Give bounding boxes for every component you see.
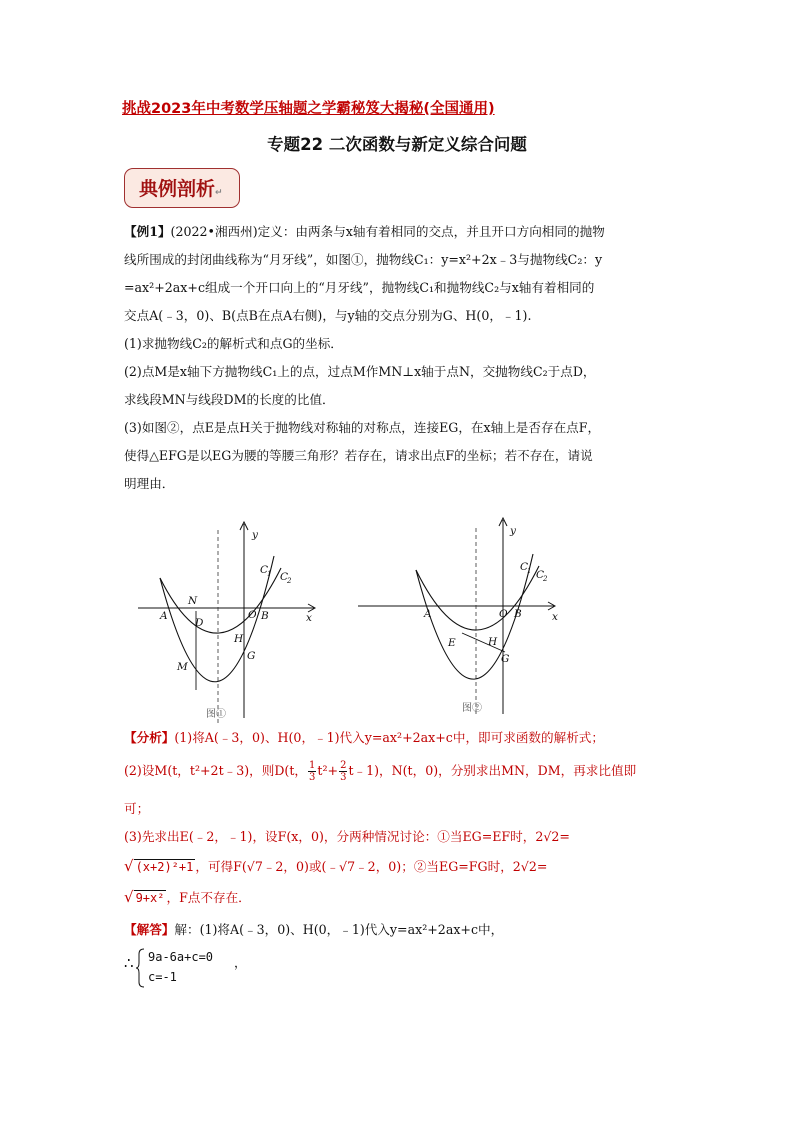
fig2-label-e: E xyxy=(448,637,456,649)
fig2-label-h: H xyxy=(488,636,498,648)
fig1-label-c1: C xyxy=(260,564,269,576)
fig1-label-c1-sub: 1 xyxy=(267,570,272,578)
figure-2 xyxy=(358,514,568,720)
fig2-label-a: A xyxy=(424,608,432,620)
fig2-label-c2: C xyxy=(536,569,545,581)
solution-line-1 xyxy=(124,921,503,939)
analysis-text-6: ，F点不存在． xyxy=(166,890,251,905)
solution-text-1: 解：(1)将A(﹣3，0)、H(0，﹣1)代入y=ax²+2ax+c中， xyxy=(174,922,504,937)
fig1-label-b: B xyxy=(261,610,269,622)
fig1-label-o: O xyxy=(248,609,257,621)
section-badge xyxy=(124,168,240,208)
fig1-label-n: N xyxy=(188,595,198,607)
fig2-segment-eg xyxy=(462,633,505,652)
fig2-label-g: G xyxy=(501,653,510,665)
example-tag: 【例1】 xyxy=(124,224,171,239)
question-2-line-2: 求线段MN与线段DM的长度的比值． xyxy=(124,392,335,407)
fig1-caption: 图① xyxy=(206,709,226,720)
equation-comma: ， xyxy=(234,955,247,970)
fig1-label-h: H xyxy=(234,633,244,645)
analysis-line-3: 可； xyxy=(124,801,150,816)
radical-sign-icon: √ xyxy=(124,857,134,875)
solution-tag: 【解答】 xyxy=(124,922,175,937)
analysis-line-4: (3)先求出E(﹣2，﹣1)，设F(x，0)，分两种情况讨论：①当EG=EF时，2√2= xyxy=(124,829,570,844)
analysis-text-2a: (2)设M(t，t²+2t﹣3)，则D(t， xyxy=(124,763,308,778)
fraction-1-denominator: 3 xyxy=(309,772,316,783)
fig2-label-b: B xyxy=(514,608,522,620)
analysis-text-1: (1)将A(﹣3，0)、H(0，﹣1)代入y=ax²+2ax+c中，即可求函数的解析式； xyxy=(174,730,604,745)
radical-sign-icon: √ xyxy=(124,888,134,906)
section-badge-label: 典例剖析 xyxy=(139,178,216,200)
fig1-label-d: D xyxy=(195,617,204,629)
fraction-1-numerator: 1 xyxy=(309,760,316,771)
fig1-label-c2: C xyxy=(280,571,289,583)
fraction-two-thirds xyxy=(339,760,347,783)
therefore-symbol: ∴ xyxy=(124,954,134,972)
analysis-text-5: ，可得F(√7﹣2，0)或(﹣√7﹣2，0)；②当EG=FG时，2√2= xyxy=(195,859,548,874)
question-1: (1)求抛物线C₂的解析式和点G的坐标． xyxy=(124,336,343,351)
analysis-text-2c: t﹣1)，N(t，0)，分别求出MN，DM，再求比值即 xyxy=(348,763,637,778)
fig1-label-a: A xyxy=(160,610,168,622)
equation-2: c=-1 xyxy=(148,970,177,984)
fig2-label-c1: C xyxy=(520,561,529,573)
example-line-4: 交点A(﹣3，0)、B(点B在点A右侧)，与y轴的交点分别为G、H(0，﹣1). xyxy=(124,308,532,323)
fig2-label-o: O xyxy=(499,608,508,620)
fig1-label-c2-sub: 2 xyxy=(287,577,292,585)
equation-1: 9a-6a+c=0 xyxy=(148,950,214,964)
left-brace-icon xyxy=(136,948,146,988)
fig1-label-y: y xyxy=(252,529,258,541)
fig1-label-m: M xyxy=(177,661,188,673)
series-title: 挑战2023年中考数学压轴题之学霸秘笈大揭秘(全国通用) xyxy=(122,101,495,117)
radical-expression-1: (x+2)²+1 xyxy=(135,860,194,874)
analysis-line-6 xyxy=(124,888,251,907)
fig2-label-y: y xyxy=(510,525,516,537)
fig2-label-c1-sub: 1 xyxy=(527,567,532,575)
fig1-label-x: x xyxy=(306,612,312,624)
example-text: (2022•湘西州)定义：由两条与x轴有着相同的交点，并且开口方向相同的抛物 xyxy=(170,224,605,239)
analysis-line-2 xyxy=(124,760,636,783)
fraction-2-numerator: 2 xyxy=(340,760,347,771)
page-title: 专题22 二次函数与新定义综合问题 xyxy=(267,135,527,154)
analysis-tag: 【分析】 xyxy=(124,730,175,745)
question-3-line-3: 明理由． xyxy=(124,476,175,491)
example-line-2: 线所围成的封闭曲线称为“月牙线”，如图①，抛物线C₁：y=x²+2x﹣3与抛物线C₂：y xyxy=(124,252,603,267)
fig2-parabola-c2 xyxy=(416,566,539,630)
fig2-label-c2-sub: 2 xyxy=(543,575,548,583)
fraction-one-third xyxy=(308,760,316,783)
return-mark-icon: ↵ xyxy=(215,188,223,198)
analysis-text-2b: t²+ xyxy=(317,763,339,778)
example-line-3: =ax²+2ax+c组成一个开口向上的“月牙线”，抛物线C₁和抛物线C₂与x轴有着相同的 xyxy=(124,280,595,295)
radical-expression-2: 9+x² xyxy=(135,891,165,905)
analysis-line-5 xyxy=(124,857,547,876)
analysis-line-1 xyxy=(124,729,604,747)
fig2-label-x: x xyxy=(552,611,558,623)
question-3-line-2: 使得△EFG是以EG为腰的等腰三角形？若存在，请求出点F的坐标；若不存在，请说 xyxy=(124,448,593,463)
fraction-2-denominator: 3 xyxy=(340,772,347,783)
question-3-line-1: (3)如图②，点E是点H关于抛物线对称轴的对称点，连接EG，在x轴上是否存在点F， xyxy=(124,420,601,435)
question-2-line-1: (2)点M是x轴下方抛物线C₁上的点，过点M作MN⊥x轴于点N，交抛物线C₂于点D， xyxy=(124,364,596,379)
fig1-label-g: G xyxy=(247,650,256,662)
fig2-caption: 图② xyxy=(462,703,482,714)
figure-1 xyxy=(138,518,338,724)
example-line-1 xyxy=(124,223,605,241)
